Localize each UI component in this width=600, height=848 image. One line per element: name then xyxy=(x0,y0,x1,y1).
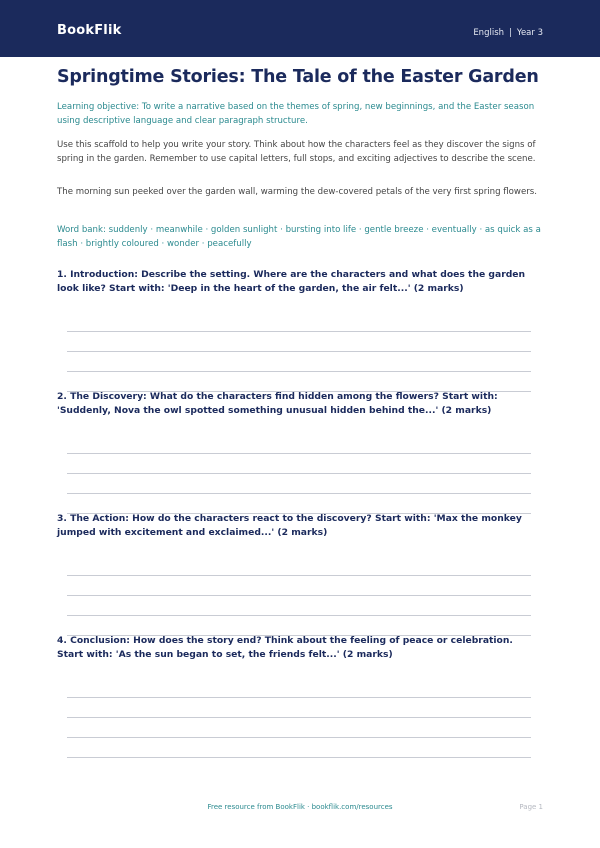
answer-line[interactable] xyxy=(67,331,531,332)
answer-line[interactable] xyxy=(67,615,531,616)
answer-line[interactable] xyxy=(67,717,531,718)
instructions: Use this scaffold to help you write your story. Think about how the characters feel as they discover the signs of spring in the garden. Remember to use capital letters, full stops, and exciting adjectives to describe the scene. xyxy=(57,140,536,164)
worksheet-title: Springtime Stories: The Tale of the Easter Garden xyxy=(57,67,539,87)
meta-separator: | xyxy=(509,28,512,38)
question-2: 2. The Discovery: What do the characters find hidden among the flowers? Start with: 'Suddenly, Nova the owl spotted something unusual hidden behind the...' (2 marks) xyxy=(57,391,498,416)
subject-label: English xyxy=(473,28,505,38)
brand-logo[interactable]: BookFlik xyxy=(57,23,122,38)
answer-line[interactable] xyxy=(67,595,531,596)
question-4: 4. Conclusion: How does the story end? Think about the feeling of peace or celebration. Start with: 'As the sun began to set, the friends felt...' (2 marks) xyxy=(57,635,513,660)
answer-line[interactable] xyxy=(67,697,531,698)
question-3: 3. The Action: How do the characters react to the discovery? Start with: 'Max the monkey jumped with excitement and exclaimed...' (2 marks) xyxy=(57,513,522,538)
page-number: Page 1 xyxy=(519,803,543,811)
answer-line[interactable] xyxy=(67,473,531,474)
answer-line[interactable] xyxy=(67,371,531,372)
word-bank: Word bank: suddenly · meanwhile · golden sunlight · bursting into life · gentle breeze · eventually · as quick as a flash · brightly coloured · wonder · peacefully xyxy=(57,225,541,249)
site-header xyxy=(0,0,600,57)
footer-credit[interactable]: Free resource from BookFlik · bookflik.com/resources xyxy=(207,803,393,811)
answer-line[interactable] xyxy=(67,493,531,494)
learning-objective: Learning objective: To write a narrative based on the themes of spring, new beginnings, and the Easter season using descriptive language and clear paragraph structure. xyxy=(57,102,535,126)
answer-line[interactable] xyxy=(67,351,531,352)
subject-year-label xyxy=(473,28,543,38)
answer-line[interactable] xyxy=(67,757,531,758)
question-1: 1. Introduction: Describe the setting. Where are the characters and what does the garden look like? Start with: 'Deep in the heart of the garden, the air felt...' (2 marks) xyxy=(57,269,526,294)
answer-line[interactable] xyxy=(67,453,531,454)
year-label: Year 3 xyxy=(516,28,543,38)
answer-line[interactable] xyxy=(67,575,531,576)
answer-line[interactable] xyxy=(67,737,531,738)
story-starter: The morning sun peeked over the garden wall, warming the dew-covered petals of the very first spring flowers. xyxy=(57,187,537,197)
